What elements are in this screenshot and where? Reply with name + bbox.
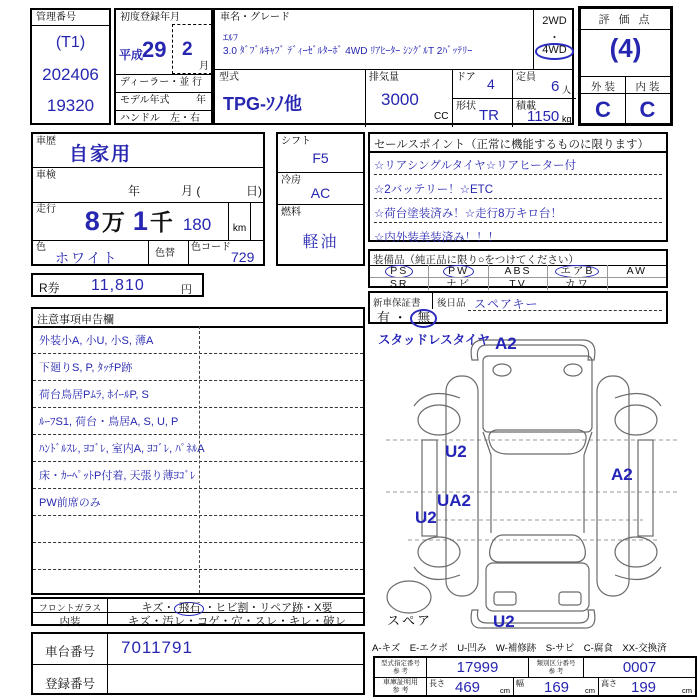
shape-label: 形状 [456,101,476,112]
rating-score: (4) [609,33,642,63]
sales-point-1: ☆リアシングルタイヤ☆リアヒーター付 [374,152,662,175]
capacity-value: 6 [551,78,560,95]
inspection-label: 車検 [36,170,56,181]
vehicle-name: ｴﾙﾌ [223,33,238,44]
reg-month: 2 [182,39,193,60]
history-box [31,132,265,266]
equip-abs: ABS [504,265,532,277]
equip-tv: TV [509,277,527,290]
width-label: 幅 [516,678,524,688]
vehicle-box [213,8,574,125]
vehicle-grade: 3.0 ﾀﾞﾌﾞﾙｷｬﾌﾞ ﾃﾞｨｰｾﾞﾙﾀｰﾎﾞ 4WD ﾘｱﾋｰﾀｰ ｼﾝｸﾞﾙT 2ﾊﾞｯﾃﾘｰ [223,46,473,57]
capacity-unit: 人 [562,85,572,95]
color-change-label: 色替 [155,248,175,259]
note-line-7: PW前席のみ [33,489,363,516]
damage-mark-right-bed: A2 [611,465,633,484]
r-ticket-box [31,273,204,297]
shift-box [276,132,365,266]
damage-mark-left-rail: U2 [415,508,437,527]
mgmt-number-box [30,8,111,125]
drive-4wd-circled: 4WD [535,43,573,60]
mileage-label: 走行 [36,204,56,215]
history-value: 自家用 [69,144,133,165]
equip-ps: PS [385,265,413,278]
warranty-dot: ・ [393,310,407,325]
mgmt-number-line2: 202406 [42,65,99,84]
fuel-value: 軽油 [302,234,339,251]
spare-tire-label: スペア [387,613,433,628]
history-label: 車歴 [36,136,56,147]
rating-box [578,6,673,126]
interior-row-value: キズ・汚レ・コゲ・穴・スレ・キレ・破レ [127,616,347,628]
drive-2wd: 2WD [542,15,567,27]
r-ticket-unit: 円 [181,284,192,296]
handle-row: ハンドル 左・右 [120,113,200,124]
damage-mark-rear: A2 [495,334,517,353]
dealer-parallel-row: ディーラー・並 行 [120,77,202,88]
equip-pw: PW [443,265,474,278]
displacement-unit: CC [434,111,449,122]
first-registration-box [114,8,213,125]
registration-label: 登録番号 [44,677,95,691]
type-approval-label: 型式指定番号 [381,660,420,667]
drive-dot: ・ [549,32,560,44]
note-line-9 [33,543,363,570]
width-unit: cm [585,685,595,695]
r-ticket-label: R券 [39,281,60,295]
color-value: ホワイト [55,250,119,266]
sales-points-box [368,132,668,242]
reference-table [373,656,697,697]
glass-interior-box [31,597,365,626]
warranty-no-circled: 無 [410,309,437,328]
r-ticket-value: 11,810 [91,277,145,294]
damage-mark-left-door: U2 [445,442,467,461]
inspection-month-unit: 月 ( [181,184,201,198]
month-unit: 月 [199,61,209,72]
door-value: 4 [487,76,495,92]
equipment-title: 装備品（純正品に限り○をつけてください） [373,254,579,266]
displacement-value: 3000 [381,90,419,109]
note-line-3: 荷台鳥居Pﾑﾗ, ﾎｲｰﾙP, S [33,381,363,408]
damage-mark-front: U2 [493,612,515,631]
first-registration-label: 初度登録年月 [120,12,180,23]
shift-value: F5 [312,150,329,166]
vehicle-label: 車名・グレード [220,12,290,23]
equip-airbag: エアB [555,265,599,278]
notes-box [31,307,365,595]
mileage-sen: 1 [132,206,148,236]
glass-pre: キズ・ [141,602,175,614]
color-code-label: 色コード [191,242,231,253]
length-label: 長さ [429,678,445,688]
notes-center-divider [199,326,200,593]
length-unit: cm [500,685,510,695]
equip-aw: AW [626,265,648,277]
mgmt-number-line3: 19320 [46,96,95,115]
mileage-rest: 180 [182,215,212,234]
payload-value: 1150 [527,108,560,125]
front-glass-label: フロントガラス [38,603,102,613]
displacement-label: 排気量 [369,72,399,83]
height-label: 高さ [601,678,617,688]
warranty-box [368,291,668,324]
mgmt-number-label: 管理番号 [32,10,109,26]
door-label: ドア [456,72,476,83]
model-code-label: 型式 [219,72,239,83]
cooling-value: AC [310,185,331,201]
chassis-label: 車台番号 [44,645,95,659]
rating-label: 評 価 点 [581,11,670,30]
mileage-man-unit: 万 [101,209,125,235]
class-number-ref: 参 考 [548,668,564,676]
length-value: 469 [455,678,481,696]
equip-sr: SR [389,277,409,290]
shift-label: シフト [281,136,311,147]
model-year-unit: 年 [196,95,206,106]
winter-tires-note: スタッドレスタイヤ [378,333,490,347]
height-value: 199 [631,678,657,696]
equip-navi: ナビ [446,278,472,290]
shape-value: TR [479,107,499,124]
inspection-year-unit: 年 [128,184,141,198]
sales-points-title: セールスポイント（正常に機能するものに限ります） [374,139,649,151]
cooling-label: 冷房 [281,175,301,186]
payload-label: 積載 [516,101,536,112]
note-line-4: ﾙｰﾌS1, 荷台・鳥居A, S, U, P [33,408,363,435]
inspection-day-unit: 日) [246,184,262,198]
color-label: 色 [36,242,46,253]
note-line-10 [33,570,363,593]
color-code-value: 729 [231,249,255,265]
note-line-8 [33,516,363,543]
equipment-box [368,249,668,288]
sales-point-2: ☆2バッテリー！☆ETC [374,176,662,199]
height-unit: cm [682,685,692,695]
note-line-5: ﾊﾝﾄﾞﾙｽﾚ, ﾖｺﾞﾚ, 室内A, ﾖｺﾞﾚ, ﾊﾟﾈﾙA [33,435,363,462]
model-code-value: TPG-ｿﾉ他 [223,94,302,114]
capacity-label: 定員 [516,72,536,83]
type-approval-number: 17999 [427,658,529,677]
damage-legend: A-キズ E-エクボ U-凹み W-補修跡 S-サビ C-腐食 XX-交換済 [372,643,667,654]
class-number-label: 類別区分番号 [536,660,576,667]
damage-diagram [368,330,698,642]
type-approval-ref: 参 考 [393,668,408,676]
warranty-yes: 有 [377,310,391,325]
truck-outline-drawing [368,330,698,642]
mgmt-number-line1: (T1) [55,34,86,51]
note-line-1: 外装小A, 小U, 小S, 薄A [33,327,363,354]
interior-label: 内 装 [635,81,660,93]
interior-grade: C [639,97,656,122]
mileage-sen-unit: 千 [149,209,173,235]
payload-unit: kg [562,114,572,124]
chassis-value: 7011791 [121,638,193,657]
warranty-label: 新車保証書 [373,298,421,309]
model-year-label: モデル年式 [120,95,170,106]
glass-stone-chip-circled: 飛石 [174,602,204,616]
interior-row-label: 内装 [59,616,81,628]
exterior-label: 外 装 [591,81,615,93]
note-line-2: 下廻りS, P, ﾀｯﾁP跡 [33,354,363,381]
glass-post: ・ヒビ割・リペア跡・X要 [204,602,333,614]
chassis-box [31,632,365,695]
equip-leather: カワ [564,278,590,290]
note-line-6: 床・ｶｰﾍﾟｯﾄP付着, 天張り薄ﾖｺﾞﾚ [33,462,363,489]
mileage-unit: km [232,223,247,234]
sales-point-4: ☆内外装美装済み！！！ [374,232,500,244]
width-value: 169 [544,678,570,696]
fuel-label: 燃料 [281,207,301,218]
exterior-grade: C [595,97,611,122]
later-items-value: スペアキー [474,297,539,311]
sales-point-3: ☆荷台塗装済み！☆走行8万キロ台！ [374,200,662,223]
damage-mark-left-bed: UA2 [437,491,472,510]
garage-cert-label: 車庫証明用 [383,678,418,686]
class-number-value: 0007 [622,659,657,676]
notes-title: 注意事項申告欄 [37,314,114,326]
mileage-man: 8 [84,206,100,236]
garage-cert-ref: 参 考 [392,687,409,695]
era-label: 平成 [119,48,144,62]
later-items-label: 後日品 [437,298,466,309]
reg-year: 29 [142,37,167,62]
